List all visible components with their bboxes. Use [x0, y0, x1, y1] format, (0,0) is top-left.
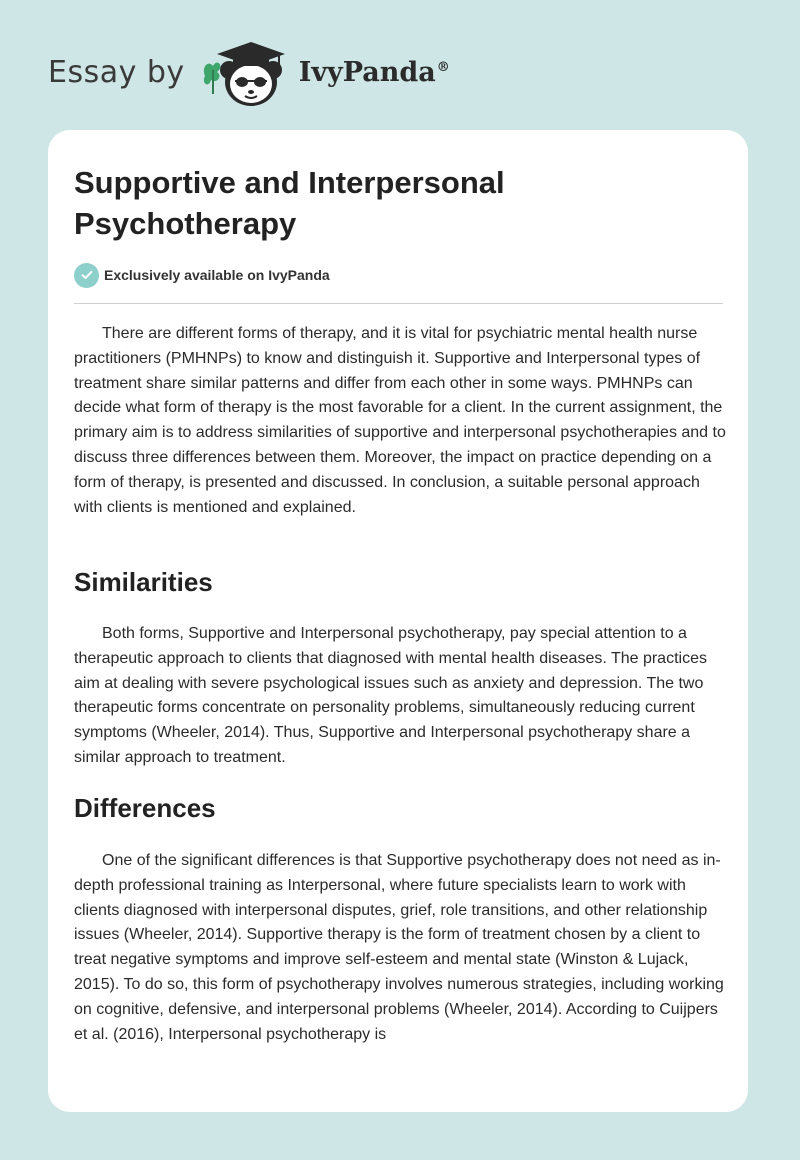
similarities-paragraph: Both forms, Supportive and Interpersonal psychotherapy, pay special attention to a therapeutic approach to clients that diagnosed with mental health diseases. The practices aim at dealing with severe psychological issues such as anxiety and depression. The two therapeutic forms concentrate on personality problems, simultaneously reducing current symptoms (Wheeler, 2014). Thus, Supportive and Interpersonal psychotherapy share a similar approach to treatment.: [74, 625, 707, 766]
divider: [74, 303, 723, 304]
exclusive-badge-label: Exclusively available on IvyPanda: [104, 267, 330, 283]
page-title: Supportive and Interpersonal Psychotherapy: [74, 165, 505, 241]
differences-paragraph: One of the significant differences is that Supportive psychotherapy does not need as in-depth professional training as Interpersonal, where future specialists learn to work with clients diagnosed with interpersonal disputes, grief, role transitions, and other relationship issues (Wheeler, 2014). Supportive therapy is the form of treatment chosen by a client to treat negative symptoms and improve self-esteem and mental state (Winston & Lujack, 2015). To do so, this form of psychotherapy involves numerous strategies, including working on cognitive, defensive, and interpersonal problems (Wheeler, 2014). According to Cuijpers et al. (2016), Interpersonal psychotherapy is: [74, 852, 724, 1043]
section-heading-differences: Differences: [74, 793, 216, 823]
site-header: [48, 36, 450, 108]
registered-mark: ®: [436, 59, 450, 75]
exclusive-badge: [74, 262, 330, 288]
intro-paragraph: There are different forms of therapy, and it is vital for psychiatric mental health nurse practitioners (PMHNPs) to know and distinguish it. Supportive and Interpersonal types of treatment share similar patterns and differ from each other in some ways. PMHNPs can decide what form of therapy is the most favorable for a client. In the current assignment, the primary aim is to address similarities of supportive and interpersonal psychotherapies and to discuss three differences between them. Moreover, the impact on practice depending on a form of therapy, is presented and discussed. In conclusion, a suitable personal approach with clients is mentioned and explained.: [74, 325, 726, 516]
brand-name[interactable]: IvyPanda®: [298, 56, 450, 88]
check-circle-icon: [74, 263, 99, 288]
essay-card: [48, 130, 748, 1112]
ivypanda-logo-icon[interactable]: [199, 36, 295, 108]
essay-by-label: Essay by: [48, 54, 185, 90]
section-heading-similarities: Similarities: [74, 567, 213, 597]
